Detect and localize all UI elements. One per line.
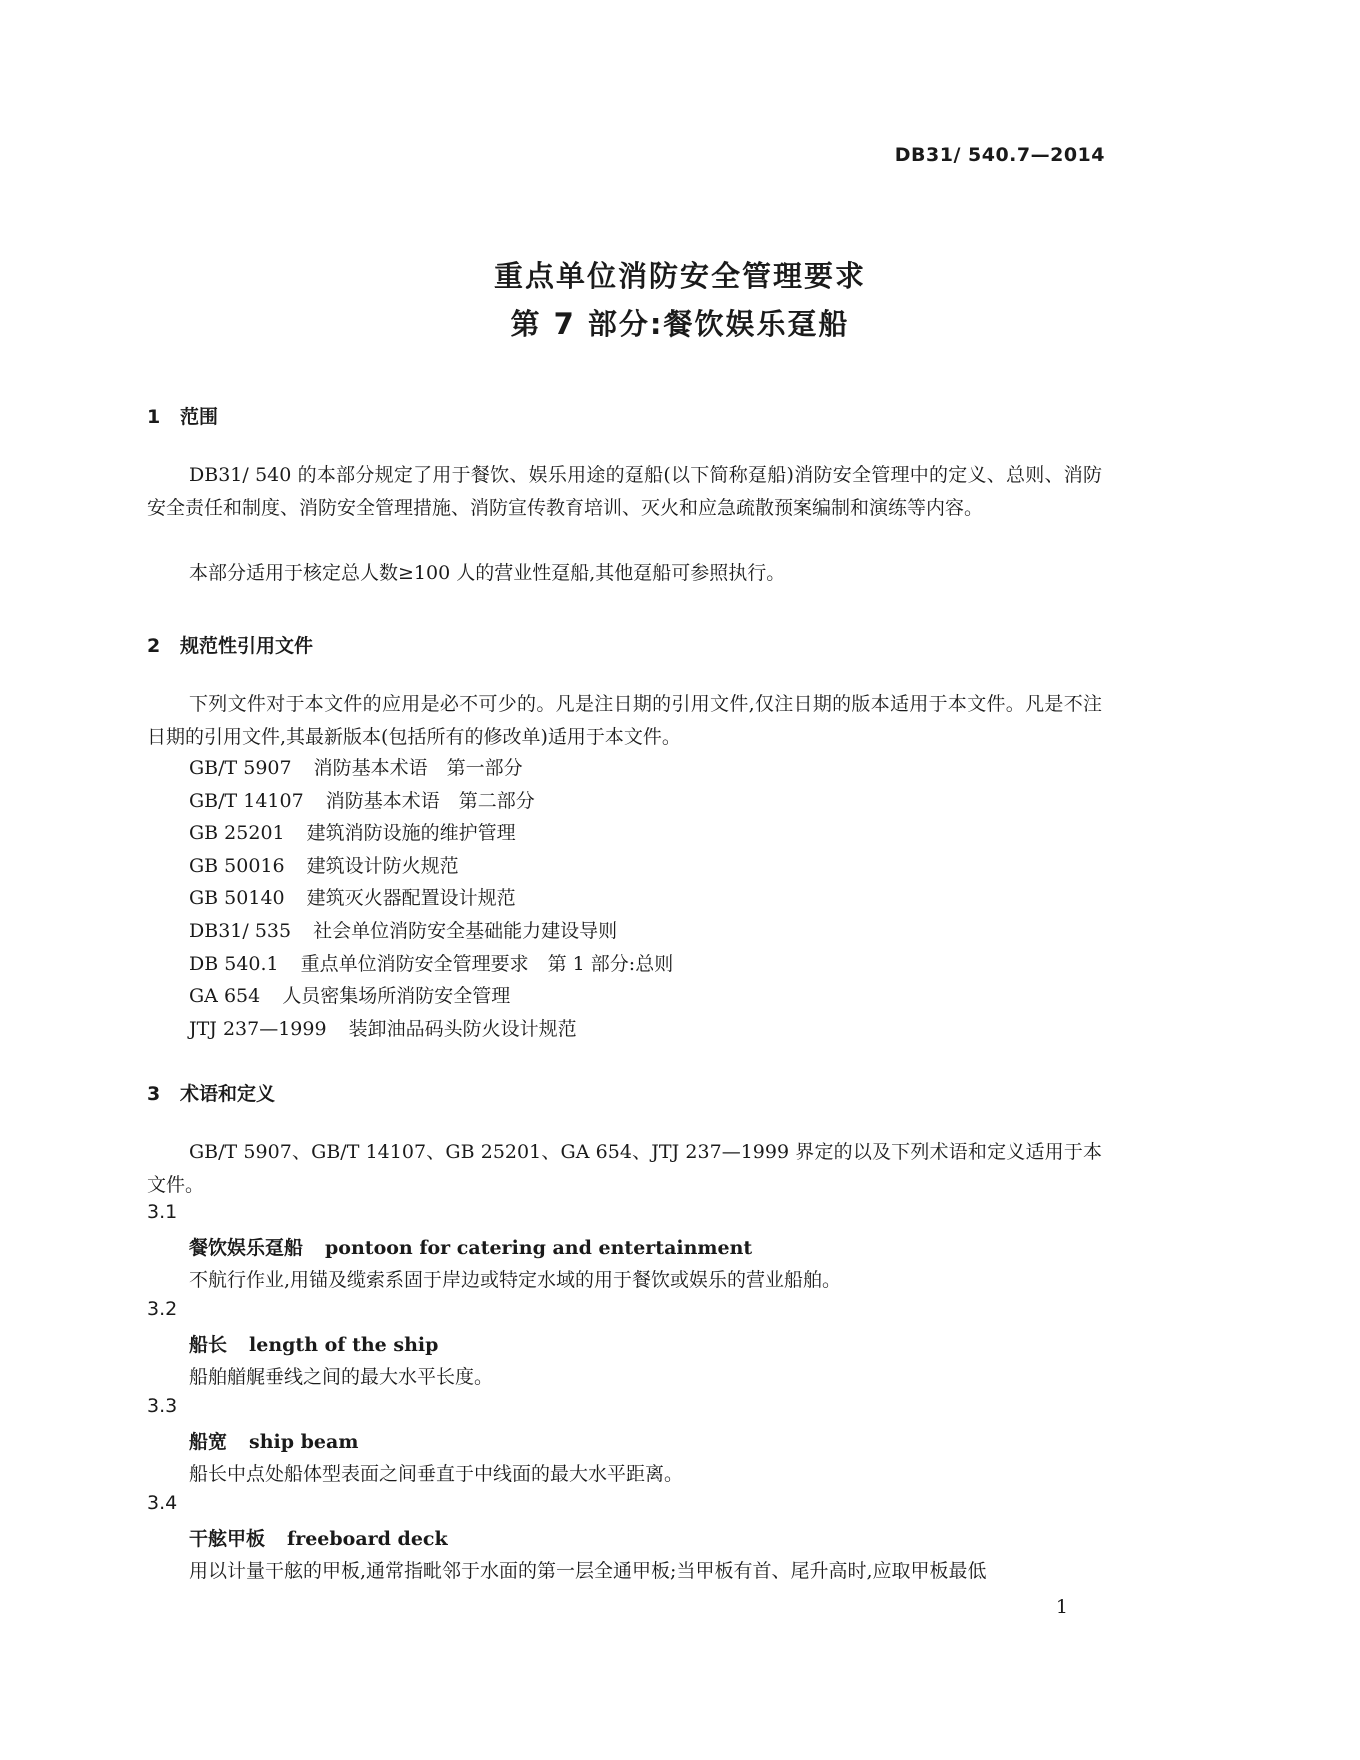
reference-title: 消防基本术语 第二部分 — [325, 789, 535, 812]
section-number: 1 — [147, 406, 161, 428]
standard-code: DB31/ 540.7—2014 — [894, 144, 1105, 166]
reference-title: 建筑设计防火规范 — [306, 854, 459, 877]
reference-title: 人员密集场所消防安全管理 — [282, 985, 511, 1008]
reference-item — [189, 915, 673, 948]
section-3-heading — [147, 1079, 275, 1106]
term-english: freeboard deck — [287, 1528, 448, 1550]
reference-code: DB 540.1 — [189, 952, 279, 975]
reference-title: 建筑消防设施的维护管理 — [306, 822, 516, 845]
term-definition: 用以计量干舷的甲板,通常指毗邻于水面的第一层全通甲板;当甲板有首、尾升高时,应取甲板最低 — [189, 1560, 987, 1582]
reference-code: GB 25201 — [189, 822, 285, 845]
term-chinese: 干舷甲板 — [189, 1528, 266, 1550]
term-definition: 不航行作业,用锚及缆索系固于岸边或特定水域的用于餐饮或娱乐的营业船舶。 — [189, 1269, 842, 1291]
reference-title: 装卸油品码头防火设计规范 — [348, 1017, 577, 1040]
section-2-intro: 下列文件对于本文件的应用是必不可少的。凡是注日期的引用文件,仅注日期的版本适用于本文件。凡是不注日期的引用文件,其最新版本(包括所有的修改单)适用于本文件。 — [147, 693, 1102, 748]
term-heading — [189, 1524, 448, 1551]
reference-code: JTJ 237—1999 — [189, 1017, 327, 1040]
term-chinese: 船长 — [189, 1334, 228, 1356]
section-1-paragraph-2: 本部分适用于核定总人数≥100 人的营业性趸船,其他趸船可参照执行。 — [189, 562, 786, 584]
reference-title: 社会单位消防安全基础能力建设导则 — [313, 919, 618, 942]
reference-code: GB/T 14107 — [189, 789, 304, 812]
title-line-2: 第 7 部分:餐饮娱乐趸船 — [510, 307, 850, 341]
term-english: pontoon for catering and entertainment — [325, 1237, 753, 1259]
reference-item — [189, 948, 673, 981]
reference-list — [189, 752, 673, 1045]
section-title: 术语和定义 — [180, 1083, 276, 1105]
reference-code: GB 50140 — [189, 887, 285, 910]
document-title — [0, 252, 1360, 348]
section-number: 3 — [147, 1083, 161, 1105]
term-heading — [189, 1427, 358, 1454]
clause-number: 3.3 — [147, 1395, 178, 1417]
reference-code: GA 654 — [189, 985, 261, 1008]
section-1-heading — [147, 402, 218, 429]
clause-number: 3.1 — [147, 1201, 178, 1223]
term-chinese: 船宽 — [189, 1431, 228, 1453]
page-number: 1 — [1055, 1596, 1068, 1618]
term-heading — [189, 1330, 438, 1357]
section-3-intro: GB/T 5907、GB/T 14107、GB 25201、GA 654、JTJ 237—1999 界定的以及下列术语和定义适用于本文件。 — [147, 1141, 1102, 1196]
reference-code: GB/T 5907 — [189, 757, 292, 779]
reference-item — [189, 850, 673, 883]
section-1-paragraph-1: DB31/ 540 的本部分规定了用于餐饮、娱乐用途的趸船(以下简称趸船)消防安全管理中的定义、总则、消防安全责任和制度、消防安全管理措施、消防宣传教育培训、灭火和应急疏散预案编制和演练等内容。 — [147, 464, 1102, 519]
term-definition: 船长中点处船体型表面之间垂直于中线面的最大水平距离。 — [189, 1463, 684, 1485]
term-definition: 船舶艏艉垂线之间的最大水平长度。 — [189, 1366, 494, 1388]
reference-code: DB31/ 535 — [189, 919, 292, 942]
clause-number: 3.4 — [147, 1492, 178, 1514]
section-2-heading — [147, 631, 313, 658]
reference-title: 重点单位消防安全管理要求 第 1 部分:总则 — [300, 952, 674, 975]
term-english: ship beam — [249, 1431, 359, 1453]
section-number: 2 — [147, 635, 161, 657]
reference-title: 消防基本术语 第一部分 — [313, 757, 523, 779]
term-heading — [189, 1233, 752, 1260]
reference-item — [189, 785, 673, 818]
section-title: 规范性引用文件 — [180, 635, 314, 657]
reference-item — [189, 1013, 673, 1046]
term-chinese: 餐饮娱乐趸船 — [189, 1237, 304, 1259]
reference-item — [189, 752, 673, 785]
section-title: 范围 — [180, 406, 219, 428]
term-english: length of the ship — [249, 1334, 439, 1356]
reference-title: 建筑灭火器配置设计规范 — [306, 887, 516, 910]
reference-code: GB 50016 — [189, 854, 285, 877]
reference-item — [189, 817, 673, 850]
title-line-1: 重点单位消防安全管理要求 — [493, 259, 866, 293]
reference-item — [189, 980, 673, 1013]
clause-number: 3.2 — [147, 1298, 178, 1320]
reference-item — [189, 882, 673, 915]
